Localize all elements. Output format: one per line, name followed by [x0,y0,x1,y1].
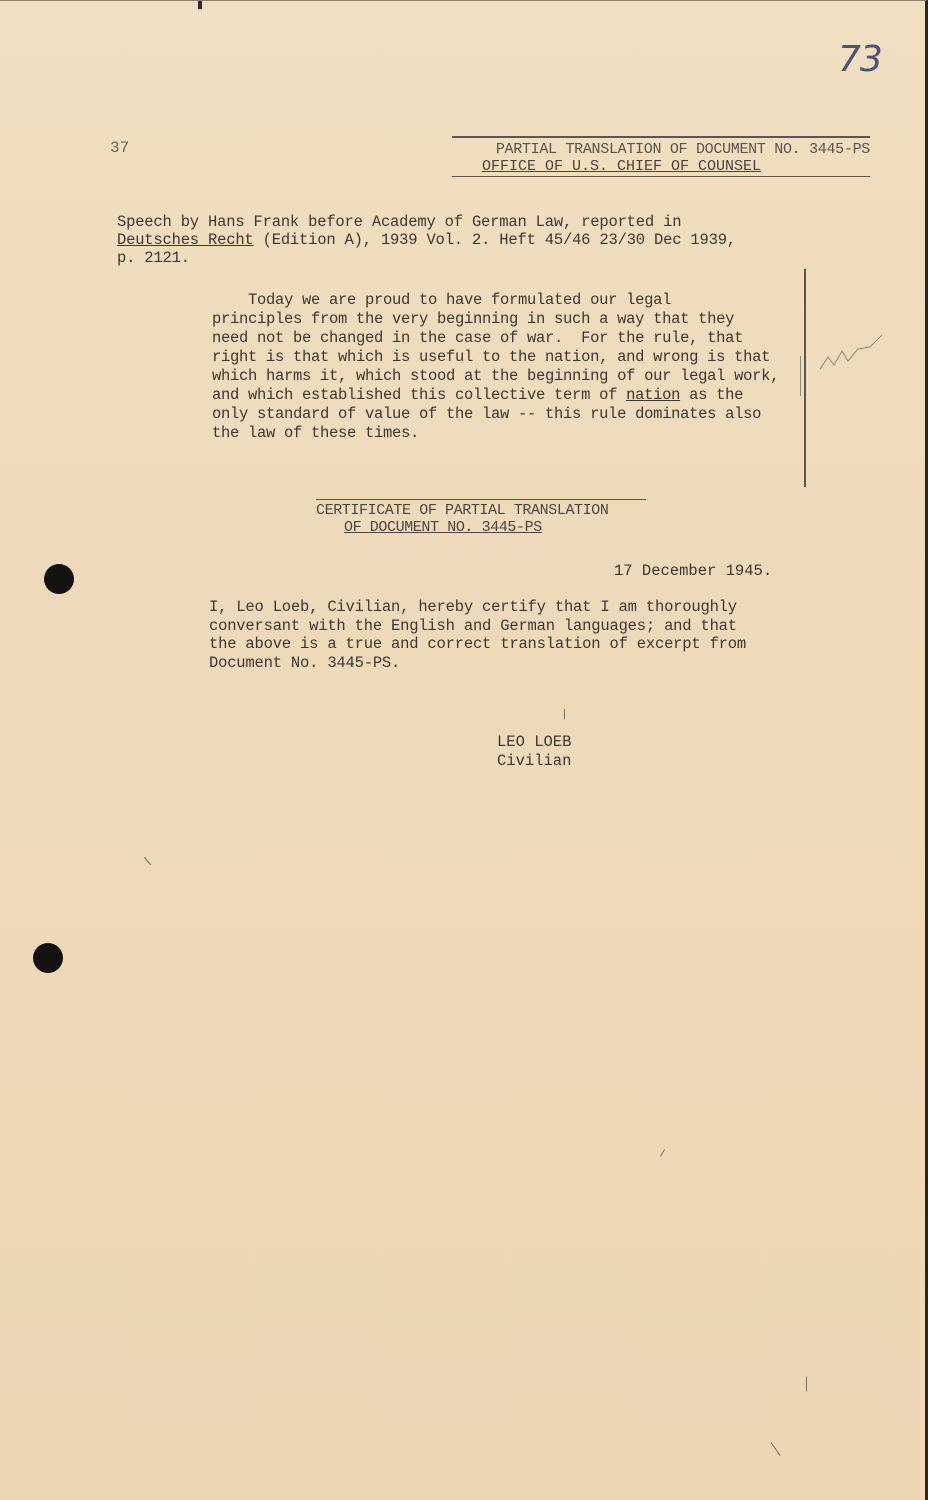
speck [806,1377,807,1391]
margin-pencil-mark [818,331,888,376]
quote-line [212,386,802,405]
certificate-line: conversant with the English and German languages; and that [209,616,737,635]
source-line-2 [117,231,736,249]
quoted-passage [212,291,802,443]
quote-line: Today we are proud to have formulated our legal [212,291,672,309]
page-number: 37 [110,139,130,157]
quote-line-end: as the [680,386,744,404]
certificate-document-no [316,519,646,536]
speck [198,1,202,9]
punch-hole-top [44,564,74,594]
speck [660,1149,665,1156]
quote-line-start: and which established this collective term of [212,386,627,404]
certificate-body [209,598,746,672]
margin-tick [800,356,811,396]
document-header [452,136,870,177]
quote-line: only standard of value of the law -- this rule dominates also [212,405,762,423]
publication-title: Deutsches Recht [117,231,254,249]
certificate-line: I, Leo Loeb, Civilian, hereby certify that I am thoroughly [209,598,737,616]
header-office-text: OFFICE OF U.S. CHIEF OF COUNSEL [482,158,762,175]
certificate-line: Document No. 3445-PS. [209,653,401,672]
source-citation [117,213,736,267]
header-title: PARTIAL TRANSLATION OF DOCUMENT NO. 3445-PS [495,141,870,158]
quote-line: right is that which is useful to the nation, and wrong is that [212,348,771,366]
speck [144,857,151,865]
nation-word: nation [626,386,681,404]
speck [771,1442,781,1456]
quote-line: which harms it, which stood at the beginning of our legal work, [212,367,780,385]
signature-block [497,733,571,771]
header-top-rule [452,136,870,138]
certificate-title: CERTIFICATE OF PARTIAL TRANSLATION [316,502,609,519]
certificate-document-no-text: OF DOCUMENT NO. 3445-PS [344,519,542,536]
handwritten-page-number: 73 [838,39,882,80]
certificate-top-rule [316,499,646,500]
source-line-1: Speech by Hans Frank before Academy of German Law, reported in [117,213,682,231]
quote-line: principles from the very beginning in such a way that they [212,310,735,328]
header-office [452,158,870,175]
certificate-heading [316,499,646,536]
publication-details: (Edition A), 1939 Vol. 2. Heft 45/46 23/30 Dec 1939, [253,231,736,249]
quote-line: the law of these times. [212,424,420,442]
signer-title: Civilian [497,752,572,770]
certificate-line: the above is a true and correct translation of excerpt from [209,635,746,653]
signer-name: LEO LOEB [497,733,572,751]
source-line-3: p. 2121. [117,249,190,267]
punch-hole-bottom [33,943,63,973]
quote-line: need not be changed in the case of war. For the rule, that [212,329,744,347]
certificate-date: 17 December 1945. [614,562,773,580]
speck [564,709,565,719]
header-bottom-rule [452,176,870,177]
